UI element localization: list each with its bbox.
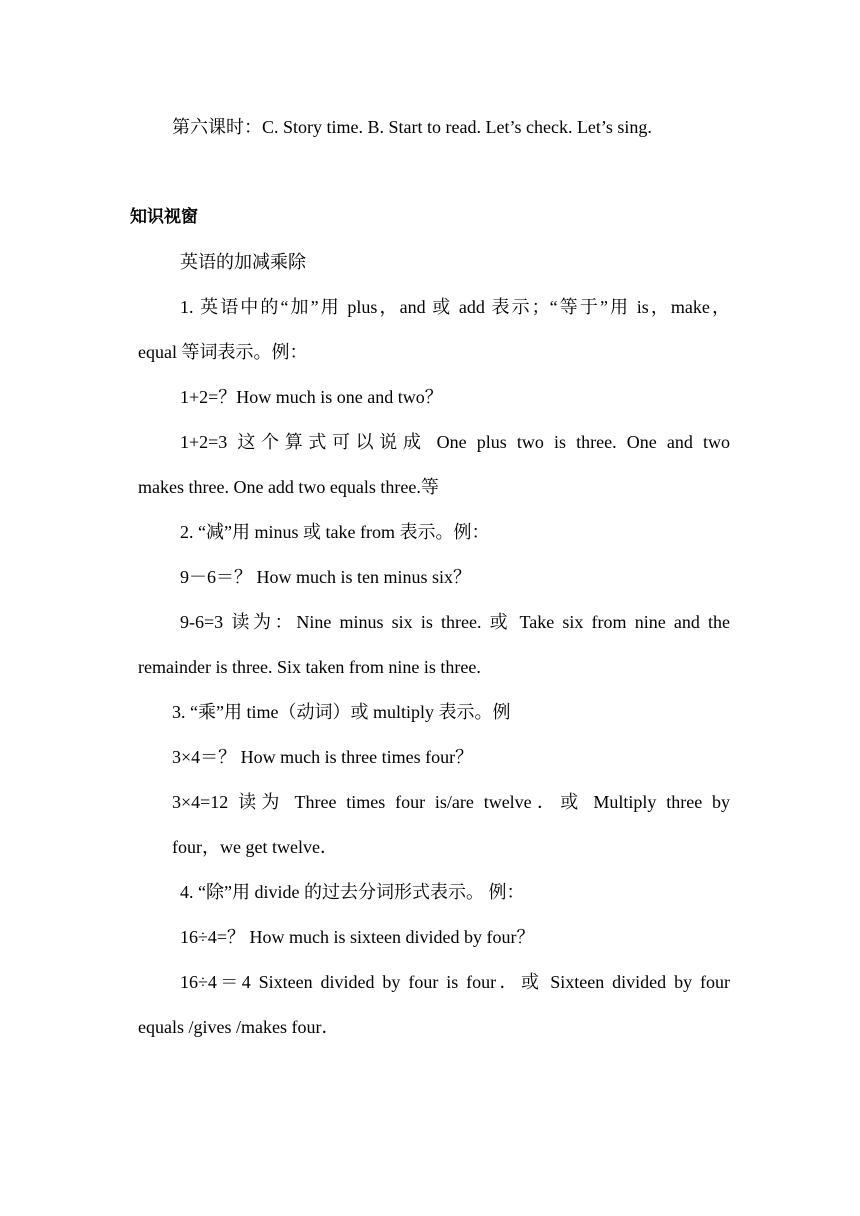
paragraph-line: 16÷4＝4 Sixteen divided by four is four．或 Sixteen divided by four bbox=[180, 972, 730, 992]
paragraph-line: four，we get twelve． bbox=[172, 837, 338, 857]
section-heading: 知识视窗 bbox=[130, 207, 198, 227]
paragraph-line: 2. “减”用 minus 或 take from 表示。例： bbox=[180, 522, 490, 542]
example-line: 3×4＝？ How much is three times four？ bbox=[172, 747, 474, 767]
paragraph-line: makes three. One add two equals three.等 bbox=[138, 477, 439, 497]
paragraph-line: 9-6=3 读为：Nine minus six is three. 或 Take six from nine and the bbox=[180, 612, 730, 632]
paragraph-line: equals /gives /makes four． bbox=[138, 1017, 340, 1037]
example-line: 16÷4=？ How much is sixteen divided by four？ bbox=[180, 927, 535, 947]
paragraph-line: 1+2=3 这个算式可以说成 One plus two is three. One and two bbox=[180, 432, 730, 452]
paragraph-line: remainder is three. Six taken from nine is three. bbox=[138, 657, 481, 677]
topic-title: 英语的加减乘除 bbox=[180, 252, 306, 272]
paragraph-line: 3. “乘”用 time（动词）或 multiply 表示。例 bbox=[172, 702, 511, 722]
paragraph-line: 1. 英语中的“加”用 plus，and 或 add 表示；“等于”用 is，make， bbox=[180, 297, 730, 317]
paragraph-line: 3×4=12 读为 Three times four is/are twelve．或 Multiply three by bbox=[172, 792, 730, 812]
lesson-line: 第六课时：C. Story time. B. Start to read. Let’s check. Let’s sing. bbox=[172, 117, 652, 137]
paragraph-line: equal 等词表示。例： bbox=[138, 342, 308, 362]
example-line: 1+2=？How much is one and two？ bbox=[180, 387, 443, 407]
paragraph-line: 4. “除”用 divide 的过去分词形式表示。 例： bbox=[180, 882, 525, 902]
example-line: 9－6＝？ How much is ten minus six？ bbox=[180, 567, 471, 587]
